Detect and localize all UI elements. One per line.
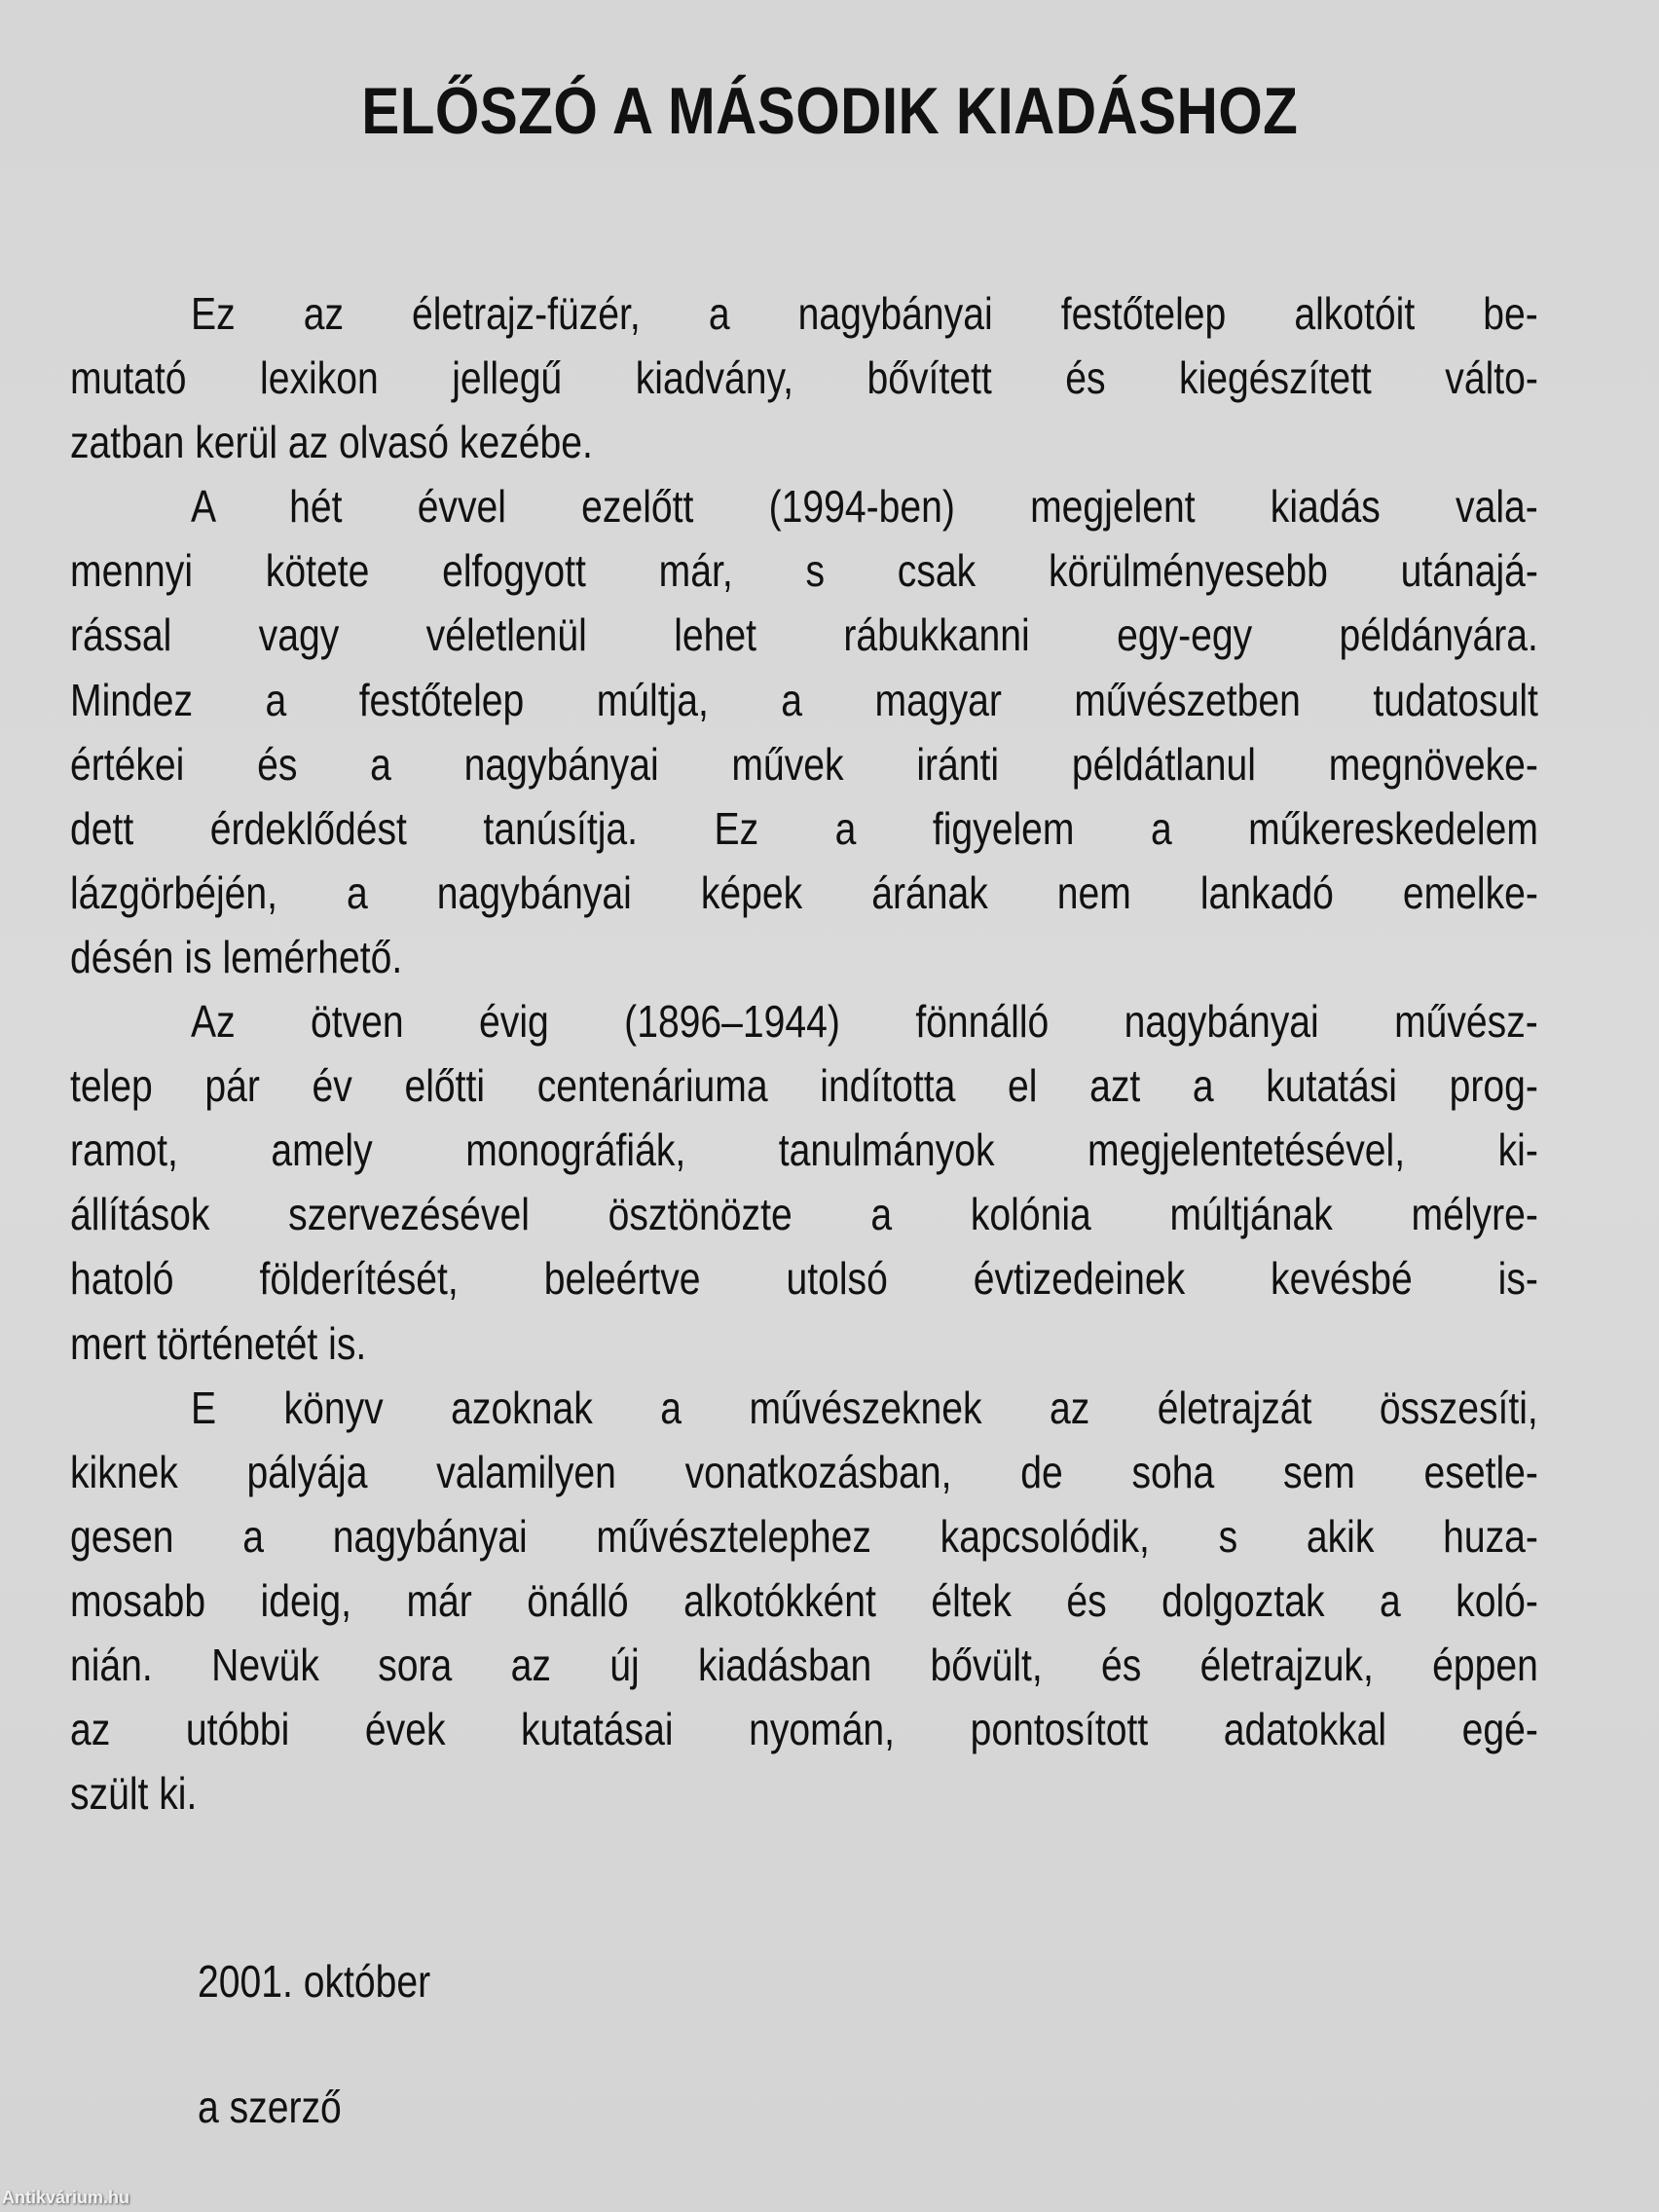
text-line: hatoló földerítését, beleértve utolsó évtizedeinek kevésbé is- — [70, 1253, 1538, 1305]
text-line: lázgörbéjén, a nagybányai képek árának nem lankadó emelke- — [70, 866, 1538, 918]
page-title: ELŐSZÓ A MÁSODIK KIADÁSHOZ — [360, 74, 1299, 148]
text-line: mutató lexikon jellegű kiadvány, bővített és kiegészített válto- — [70, 352, 1538, 404]
text-line: E könyv azoknak a művészeknek az életrajzát összesíti, — [191, 1382, 1538, 1433]
text-line: dett érdeklődést tanúsítja. Ez a figyelem a műkereskedelem — [70, 802, 1538, 854]
text-line: rással vagy véletlenül lehet rábukkanni egy-egy példányára. — [70, 609, 1538, 661]
text-line: nián. Nevük sora az új kiadásban bővült, és életrajzuk, éppen — [70, 1639, 1538, 1690]
text-line: az utóbbi évek kutatásai nyomán, pontosított adatokkal egé- — [70, 1704, 1538, 1755]
text-line: telep pár év előtti centenáriuma indította el azt a kutatási prog- — [70, 1060, 1538, 1112]
text-line: gesen a nagybányai művésztelephez kapcsolódik, s akik huza- — [70, 1510, 1538, 1562]
text-line: mosabb ideig, már önálló alkotókként éltek és dolgoztak a koló- — [70, 1574, 1538, 1626]
text-line: désén is lemérhető. — [70, 931, 403, 982]
text-line: Az ötven évig (1896–1944) fönnálló nagybányai művész- — [191, 996, 1538, 1048]
text-line: Ez az életrajz-füzér, a nagybányai festőtelep alkotóit be- — [191, 288, 1538, 339]
text-line: Mindez a festőtelep múltja, a magyar művészetben tudatosult — [70, 674, 1538, 725]
text-line: mert történetét is. — [70, 1317, 367, 1369]
watermark: Antikvárium.hu — [2, 2188, 130, 2207]
text-line: A hét évvel ezelőtt (1994-ben) megjelent kiadás vala- — [191, 481, 1538, 533]
text-line: kiknek pályája valamilyen vonatkozásban, de soha sem esetle- — [70, 1446, 1538, 1497]
text-line: szült ki. — [70, 1768, 198, 1820]
text-line: zatban kerül az olvasó kezébe. — [70, 417, 593, 468]
text-line: értékei és a nagybányai művek iránti példátlanul megnöveke- — [70, 738, 1538, 790]
date-line: 2001. október — [198, 1956, 431, 2007]
author-line: a szerző — [198, 2082, 342, 2132]
preface-body — [70, 281, 1538, 1825]
text-line: mennyi kötete elfogyott már, s csak körülményesebb utánajá- — [70, 545, 1538, 597]
text-line: ramot, amely monográfiák, tanulmányok megjelentetésével, ki- — [70, 1124, 1538, 1176]
text-line: állítások szervezésével ösztönözte a kolónia múltjának mélyre- — [70, 1189, 1538, 1240]
